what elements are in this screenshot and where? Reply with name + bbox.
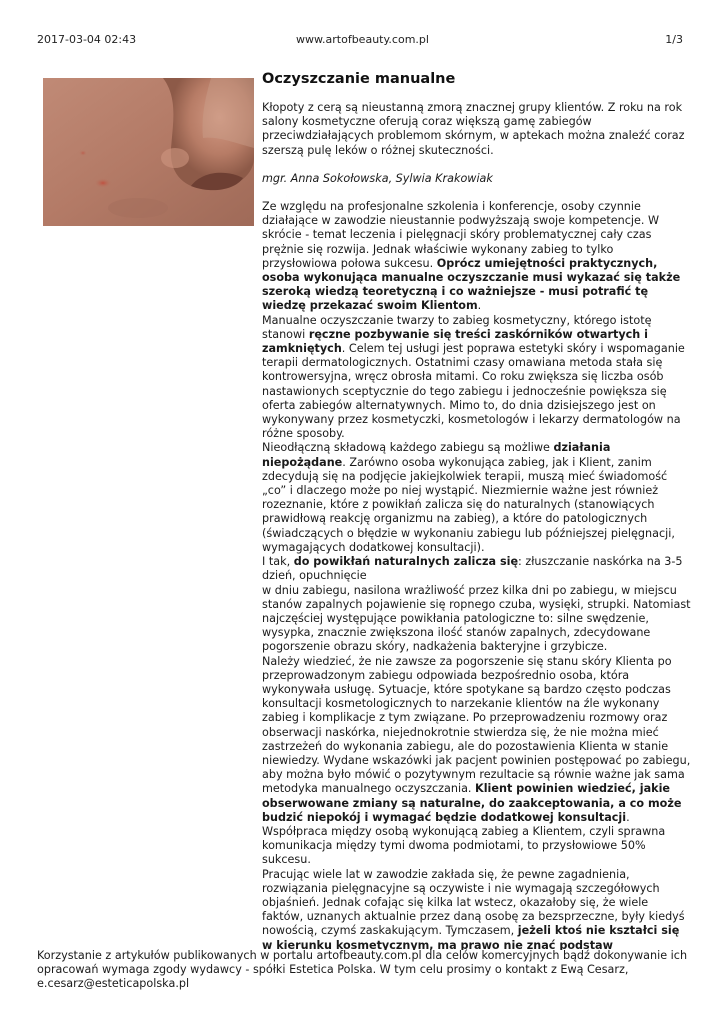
print-datetime: 2017-03-04 02:43 <box>37 33 137 46</box>
paragraph-3: Nieodłączną składową każdego zabiegu są możliwe działania niepożądane. Zarówno osoba wykonująca zabieg, jak i Klient, zanim zdecydują się na podjęcie jakiejkolwiek terapii, muszą mieć świadomość „co” i dlaczego może po niej wystąpić. Niezmiernie ważne jest również rozeznanie, które z powikłań zalicza się do naturalnych (stanowiących prawidłową reakcję organizmu na zabieg), a które do patologicznych (świadczących o błędzie w wykonaniu zabiegu lub późniejszej pielęgnacji, wymagających dodatkowej konsultacji). <box>262 441 675 554</box>
paragraph-3-bold: działania niepożądane <box>262 441 611 469</box>
paragraph-1-bold: Oprócz umiejętności praktycznych, osoba wykonująca manualne oczyszczanie musi wykazać się także szeroką wiedzą teoretyczną i co ważniejsze - musi potrafić tę wiedzę przekazać swoim Klientom <box>262 256 681 313</box>
paragraph-6: Należy wiedzieć, że nie zawsze za pogorszenie się stanu skóry Klienta po przeprowadzonym zabiegu odpowiada bezpośrednio osoba, która wykonywała usługę. Sytuacje, które spotykane są bardzo często podczas konsultacji kosmetologicznych to narzekanie klientów na źle wykonany zabieg i komplikacje z tym związane. Po przeprowadzeniu rozmowy oraz obserwacji naskórka, niejednokrotnie stwierdza się, że nie można mieć zastrzeżeń do wykonania zabiegu, ale do pozostawienia Klienta w stanie niewiedzy. Wydane wskazówki jak pacjent powinien postępować po zabiegu, aby można było mówić o pozytywnym rezultacie są równie ważne jak sama metodyka manualnego oczyszczania. Klient powinien wiedzieć, jakie obserwowane zmiany są naturalne, do zaakceptowania, a co może budzić niepokój i wymagać będzie dodatkowej konsultacji. Współpraca między osobą wykonującą zabieg a Klientem, czyli sprawna komunikacja między tymi dwoma podmiotami, to przysłowiowe 50% sukcesu. <box>262 654 691 867</box>
paragraph-2-bold: ręczne pozbywanie się treści zaskórników otwartych i zamkniętych <box>262 327 648 356</box>
article-authors: mgr. Anna Sokołowska, Sylwia Krakowiak <box>262 171 493 185</box>
paragraph-1: Ze względu na profesjonalne szkolenia i konferencje, osoby czynnie działające w zawodzie nieustannie podwyższają swoje kompetencje. W skrócie - temat leczenia i pielęgnacji skóry problematycznej cały czas prężnie się rozwija. Jednak właściwie wykonany zabieg to tylko przysłowiowa połowa sukcesu. Oprócz umiejętności praktycznych, osoba wykonująca manualne oczyszczanie musi wykazać się także szeroką wiedzą teoretyczną i co ważniejsze - musi potrafić tę wiedzę przekazać swoim Klientom. <box>262 200 681 313</box>
article-intro: Kłopoty z cerą są nieustanną zmorą znacznej grupy klientów. Z roku na rok salony kosmetyczne oferują coraz większą gamę zabiegów przeciwdziałających problemom skórnym, w aptekach można znaleźć coraz szerszą pulę leków o różnej skuteczności. <box>262 101 685 157</box>
article-title: Oczyszczanie manualne <box>262 71 456 87</box>
article-photo <box>43 78 254 226</box>
paragraph-7-bold: jeżeli ktoś nie kształci się w kierunku kosmetycznym, ma prawo nie znać podstaw <box>262 924 680 950</box>
nose-skin-photo <box>43 78 254 226</box>
site-url: www.artofbeauty.com.pl <box>296 33 429 46</box>
paragraph-2: Manualne oczyszczanie twarzy to zabieg kosmetyczny, którego istotę stanowi ręczne pozbywanie się treści zaskórników otwartych i zamkniętych. Celem tej usługi jest poprawa estetyki skóry i wspomaganie terapii dermatologicznych. Ostatnimi czasy omawiana metoda stała się kontrowersyjna, wręcz obrosła mitami. Co roku zwiększa się liczba osób nastawionych sceptycznie do tego zabiegu i jednocześnie powiększa się oferta zabiegów alternatywnych. Mimo to, do dnia dzisiejszego jest on wykonywany przez kosmetyczki, kosmetologów i lekarzy dermatologów na różne sposoby. <box>262 313 685 441</box>
paragraph-7: Pracując wiele lat w zawodzie zakłada się, że pewne zagadnienia, rozwiązania pielęgnacyjne są oczywiste i nie wymagają szczegółowych objaśnień. Jednak cofając się kilka lat wstecz, okazałoby się, że wiele faktów, uznanych aktualnie przez daną osobę za bezsprzeczne, były kiedyś nowością, czymś zaskakującym. Tymczasem, jeżeli ktoś nie kształci się w kierunku kosmetycznym, ma prawo nie znać podstaw <box>262 868 692 950</box>
paragraph-4-bold: do powikłań naturalnych zalicza się <box>293 555 519 569</box>
paragraph-6-bold: Klient powinien wiedzieć, jakie obserwowane zmiany są naturalne, do zaakceptowania, a co może budzić niepokój i wymagać będzie dodatkowej konsultacji <box>262 782 682 824</box>
page-number: 1/3 <box>665 33 683 46</box>
paragraph-5: w dniu zabiegu, nasilona wrażliwość przez kilka dni po zabiegu, w miejscu stanów zapalnych pojawienie się ropnego czuba, wysięki, strupki. Natomiast najczęściej występujące powikłania patologiczne to: silne swędzenie, wysypka, znacznie zwiększona ilość stanów zapalnych, zdecydowane pogorszenie obrazu skóry, nadkażenia bakteryjne i grzybicze. <box>262 583 691 654</box>
copyright-footer: Korzystanie z artykułów publikowanych w portalu artofbeauty.com.pl dla celów komercyjnych bądź dokonywanie ich opracowań wymaga zgody wydawcy - spółki Estetica Polska. W tym celu prosimy o kontakt z Ewą Cesarz, e.cesarz@esteticapolska.pl <box>37 949 688 991</box>
article-body <box>262 70 692 950</box>
paragraph-4: I tak, do powikłań naturalnych zalicza się: złuszczanie naskórka na 3-5 dzień, opuchnięcie <box>262 555 683 583</box>
